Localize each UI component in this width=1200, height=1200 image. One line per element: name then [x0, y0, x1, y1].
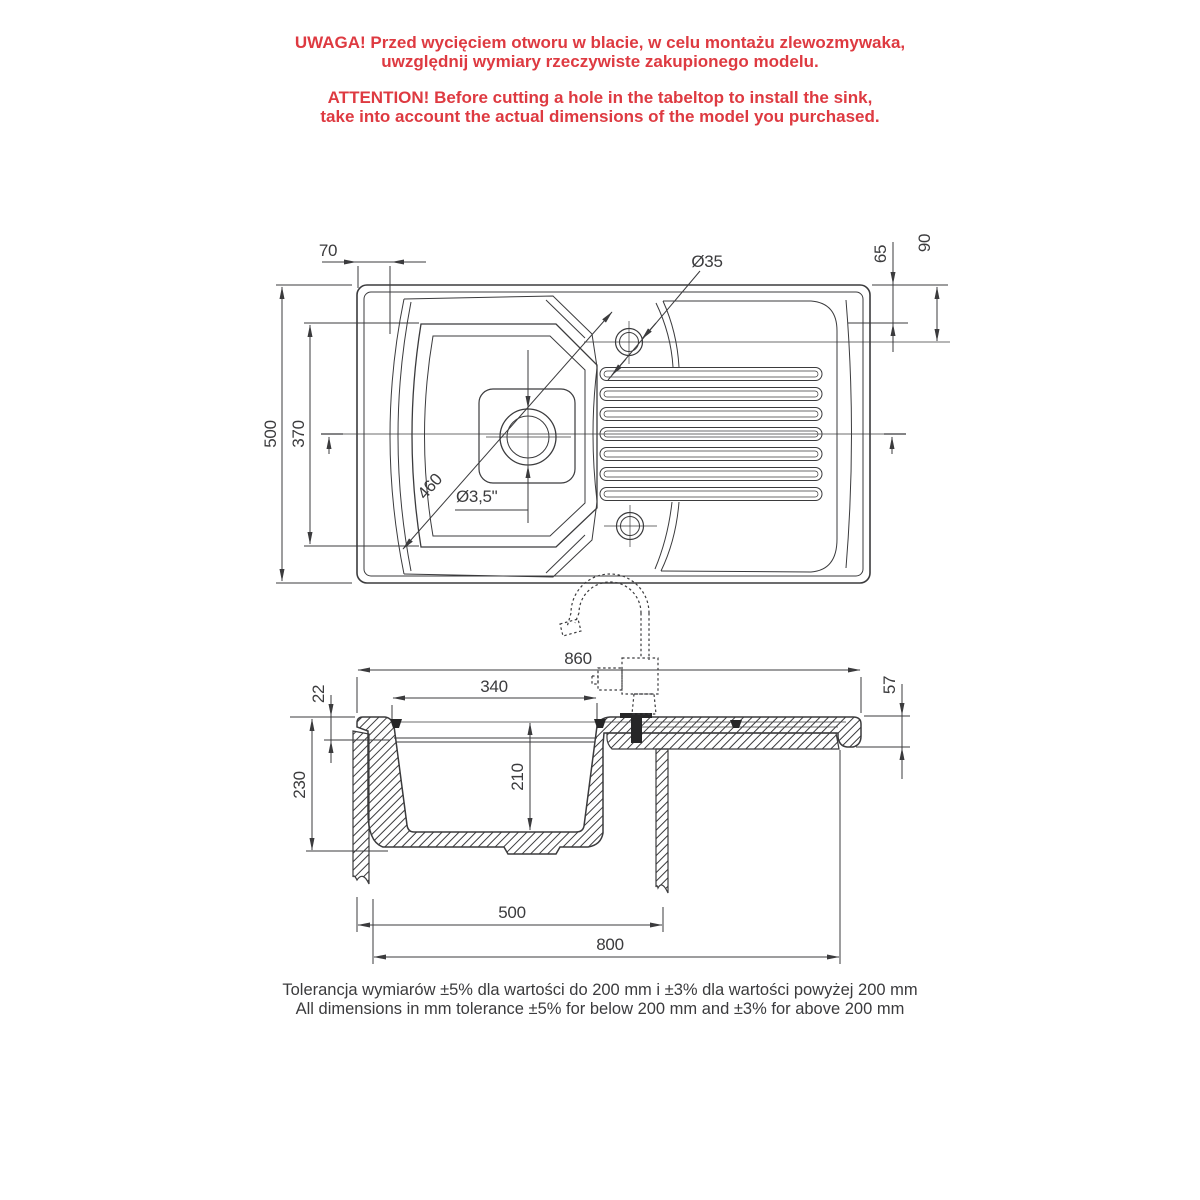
dim-70-label: 70	[318, 241, 338, 260]
tolerance-line-en: All dimensions in mm tolerance ±5% for below 200 mm and ±3% for above 200 mm	[295, 999, 905, 1018]
tolerance-line-pl: Tolerancja wymiarów ±5% dla wartości do 200 mm i ±3% dla wartości powyżej 200 mm	[282, 981, 918, 999]
warning-line-en-1: ATTENTION! Before cutting a hole in the tabeltop to install the sink,	[327, 88, 873, 107]
cabinet-panel-left	[353, 731, 369, 884]
dim-340-label: 340	[480, 677, 508, 696]
cabinet-panel-right	[656, 749, 668, 893]
dim-57-label: 57	[880, 675, 899, 695]
warning-line-pl-1: UWAGA! Przed wycięciem otworu w blacie, w celu montażu zlewozmywaka,	[294, 33, 906, 52]
dim-370-label: 370	[289, 420, 308, 448]
dim-210-label: 210	[508, 763, 527, 791]
dim-22-label: 22	[309, 684, 328, 704]
tolerance-note	[0, 981, 1200, 1018]
warning-line-en-2: take into account the actual dimensions of the model you purchased.	[320, 107, 880, 126]
top-view-dimensions	[276, 242, 948, 583]
top-view	[261, 234, 950, 583]
dim-500-cabinet-label: 500	[498, 903, 526, 922]
dim-460-label: 460	[413, 469, 447, 503]
dim-860-label: 860	[564, 649, 592, 668]
dim-800-label: 800	[596, 935, 624, 954]
dim-drain-label: Ø3,5"	[456, 487, 498, 506]
dim-65-label: 65	[871, 244, 890, 264]
bowl-top	[390, 296, 597, 577]
dim-230-label: 230	[290, 771, 309, 799]
dim-500-label: 500	[261, 420, 280, 448]
faucet-outline	[560, 574, 658, 714]
section-view	[290, 574, 910, 964]
dim-90-label: 90	[915, 233, 934, 253]
dim-tap-hole-label: Ø35	[691, 252, 723, 271]
warning-line-pl-2: uwzględnij wymiary rzeczywiste zakupionego modelu.	[381, 52, 819, 71]
